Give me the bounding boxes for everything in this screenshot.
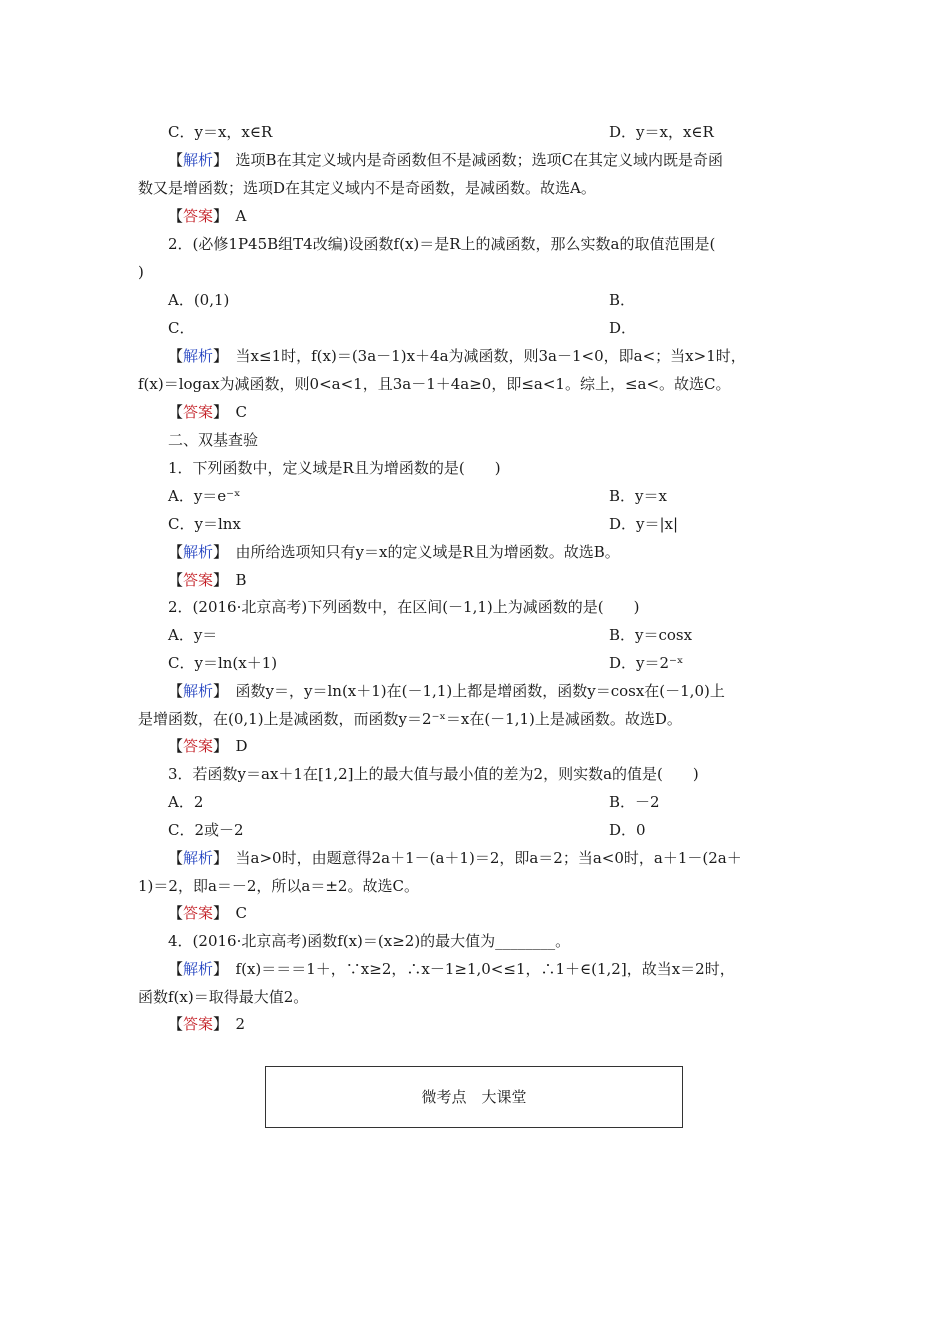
tag-bracket: 【 — [168, 849, 184, 867]
tag-bracket: 】 — [213, 904, 221, 922]
line-text: 二、双基查验 — [168, 431, 259, 449]
option-right: D．0 — [609, 821, 646, 839]
option-right: B．－2 — [609, 793, 660, 811]
text-line — [168, 318, 194, 338]
line-text: 1．下列函数中，定义域是R且为增函数的是( ) — [168, 459, 501, 477]
text-line — [168, 150, 723, 170]
section-box — [265, 1066, 683, 1128]
text-line — [168, 959, 735, 979]
tag-bracket: 【 — [168, 403, 184, 421]
line-text: C．y＝ln(x＋1) — [168, 654, 278, 672]
tag-bracket: 【 — [168, 1015, 184, 1033]
tag-bracket: 】 — [213, 682, 221, 700]
option-right: D．y＝2⁻ˣ — [609, 654, 684, 672]
text-line — [168, 486, 240, 506]
line-text: C — [220, 403, 248, 421]
line-text: A — [220, 207, 247, 225]
answer-tag: 答案 — [183, 904, 214, 922]
text-line — [168, 931, 570, 951]
text-line — [168, 458, 501, 478]
analysis-tag: 解析 — [183, 682, 214, 700]
option-right: D．y＝|x| — [609, 515, 679, 533]
text-line — [168, 430, 258, 450]
option-right: B．y＝x — [609, 487, 667, 505]
line-text: 2 — [220, 1015, 246, 1033]
tag-bracket: 】 — [213, 151, 221, 169]
tag-bracket: 【 — [168, 347, 184, 365]
tag-bracket: 】 — [213, 403, 221, 421]
option-right: B．y＝cosx — [609, 626, 693, 644]
line-text: A．(0,1) — [168, 291, 230, 309]
line-text: A．2 — [168, 793, 204, 811]
text-line — [168, 848, 742, 868]
line-text: 当x≤1时，f(x)＝(3a－1)x＋4a为减函数，则3a－1<0，即a<；当x>1时， — [220, 347, 746, 365]
text-line — [168, 681, 725, 701]
text-line — [168, 234, 715, 254]
tag-bracket: 】 — [213, 571, 221, 589]
line-text: 由所给选项知只有y＝x的定义域是R且为增函数。故选B。 — [220, 543, 620, 561]
text-line — [138, 374, 731, 394]
text-line — [168, 1014, 245, 1034]
text-line — [168, 570, 247, 590]
tag-bracket: 】 — [213, 849, 221, 867]
text-line — [168, 206, 246, 226]
text-line — [168, 653, 277, 673]
text-line — [138, 709, 682, 729]
text-line — [168, 122, 272, 142]
tag-bracket: 【 — [168, 543, 184, 561]
answer-tag: 答案 — [183, 207, 214, 225]
tag-bracket: 【 — [168, 571, 184, 589]
text-line — [168, 346, 746, 366]
line-text: 数又是增函数；选项D在其定义域内不是奇函数，是减函数。故选A。 — [138, 179, 596, 197]
text-line — [138, 987, 308, 1007]
analysis-tag: 解析 — [183, 347, 214, 365]
tag-bracket: 】 — [213, 737, 221, 755]
line-text: C．y＝lnx — [168, 515, 241, 533]
tag-bracket: 【 — [168, 682, 184, 700]
tag-bracket: 【 — [168, 207, 184, 225]
tag-bracket: 】 — [213, 1015, 221, 1033]
answer-tag: 答案 — [183, 403, 214, 421]
answer-tag: 答案 — [183, 737, 214, 755]
section-title: 微考点 大课堂 — [421, 1088, 527, 1106]
option-right: B． — [609, 291, 636, 309]
option-right: D． — [609, 319, 637, 337]
text-line — [168, 402, 247, 422]
line-text: 3．若函数y＝ax＋1在[1,2]上的最大值与最小值的差为2，则实数a的值是( ) — [168, 765, 699, 783]
line-text: D — [220, 737, 248, 755]
line-text: 函数y＝，y＝ln(x＋1)在(－1,1)上都是增函数，函数y＝cosx在(－1,0)上 — [220, 682, 725, 700]
text-line — [168, 903, 247, 923]
text-line — [168, 542, 620, 562]
line-text: 4．(2016·北京高考)函数f(x)＝(x≥2)的最大值为________。 — [168, 932, 571, 950]
line-text: C — [220, 904, 248, 922]
line-text: C． — [168, 319, 195, 337]
text-line — [168, 597, 639, 617]
option-right: D．y＝x，x∈R — [609, 123, 714, 141]
line-text: 选项B在其定义域内是奇函数但不是减函数；选项C在其定义域内既是奇函 — [220, 151, 724, 169]
line-text: C．2或－2 — [168, 821, 244, 839]
analysis-tag: 解析 — [183, 960, 214, 978]
line-text: A．y＝ — [168, 626, 218, 644]
line-text: 2．(必修1P45B组T4改编)设函数f(x)＝是R上的减函数，那么实数a的取值范围是( — [168, 235, 716, 253]
tag-bracket: 】 — [213, 347, 221, 365]
tag-bracket: 【 — [168, 737, 184, 755]
tag-bracket: 【 — [168, 904, 184, 922]
line-text: 2．(2016·北京高考)下列函数中，在区间(－1,1)上为减函数的是( ) — [168, 598, 640, 616]
line-text: f(x)＝logax为减函数，则0<a<1，且3a－1＋4a≥0，即≤a<1。综上，≤a<。故选C。 — [138, 375, 731, 393]
text-line — [138, 262, 144, 282]
line-text: f(x)＝＝＝1＋，∵x≥2，∴x－1≥1,0<≤1，∴1＋∈(1,2]，故当x＝2时， — [220, 960, 735, 978]
line-text: 1)＝2，即a＝－2，所以a＝±2。故选C。 — [138, 877, 419, 895]
answer-tag: 答案 — [183, 571, 214, 589]
tag-bracket: 【 — [168, 960, 184, 978]
line-text: 是增函数，在(0,1)上是减函数，而函数y＝2⁻ˣ＝x在(－1,1)上是减函数。故选D。 — [138, 710, 682, 728]
text-line — [168, 514, 241, 534]
line-text: C．y＝x，x∈R — [168, 123, 273, 141]
text-line — [138, 178, 596, 198]
text-line — [168, 736, 248, 756]
line-text: 当a>0时，由题意得2a＋1－(a＋1)＝2，即a＝2；当a<0时，a＋1－(2a＋ — [220, 849, 742, 867]
text-line — [168, 792, 203, 812]
text-line — [168, 625, 217, 645]
text-line — [168, 764, 699, 784]
text-line — [138, 876, 419, 896]
tag-bracket: 【 — [168, 151, 184, 169]
line-text: B — [220, 571, 247, 589]
tag-bracket: 】 — [213, 543, 221, 561]
text-line — [168, 820, 244, 840]
line-text: ) — [138, 263, 144, 281]
tag-bracket: 】 — [213, 207, 221, 225]
line-text: 函数f(x)＝取得最大值2。 — [138, 988, 309, 1006]
line-text: A．y＝e⁻ˣ — [168, 487, 241, 505]
tag-bracket: 】 — [213, 960, 221, 978]
text-line — [168, 290, 229, 310]
analysis-tag: 解析 — [183, 543, 214, 561]
analysis-tag: 解析 — [183, 151, 214, 169]
analysis-tag: 解析 — [183, 849, 214, 867]
answer-tag: 答案 — [183, 1015, 214, 1033]
